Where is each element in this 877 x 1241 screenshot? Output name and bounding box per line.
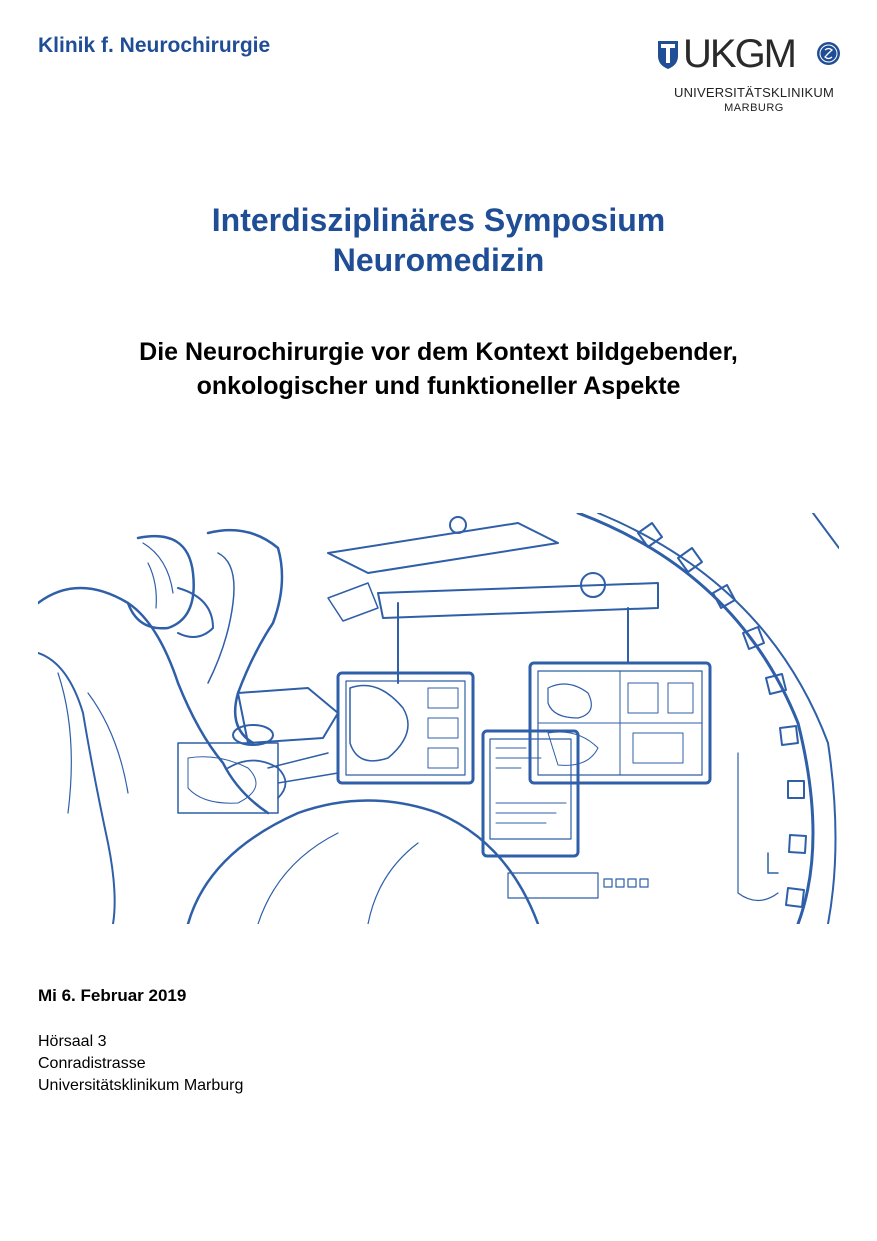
title-line-2: Neuromedizin <box>332 242 545 278</box>
title-line-1: Interdisziplinäres Symposium <box>211 202 666 238</box>
operating-room-sketch <box>38 513 839 924</box>
venue-room: Hörsaal 3 <box>38 1033 107 1050</box>
logo-line-2: MARBURG <box>724 102 784 114</box>
subtitle-line-2: onkologischer und funktioneller Aspekte <box>196 372 681 400</box>
venue-institution: Universitätsklinikum Marburg <box>38 1077 244 1094</box>
symposium-title <box>0 200 877 280</box>
symposium-subtitle <box>0 335 877 403</box>
subtitle-line-1: Die Neurochirurgie vor dem Kontext bildgebender, <box>139 338 738 366</box>
shield-icon <box>657 40 679 70</box>
operating-room-illustration <box>38 513 839 924</box>
logo-line-1: UNIVERSITÄTSKLINIKUM <box>673 85 835 100</box>
event-date: Mi 6. Februar 2019 <box>38 986 187 1005</box>
department-label: Klinik f. Neurochirurgie <box>38 34 271 57</box>
ukgm-logo <box>655 32 845 118</box>
logo-wordmark: UKGM <box>683 32 795 76</box>
event-venue <box>38 1031 243 1097</box>
venue-street: Conradistrasse <box>38 1055 146 1072</box>
seal-icon <box>816 41 841 66</box>
